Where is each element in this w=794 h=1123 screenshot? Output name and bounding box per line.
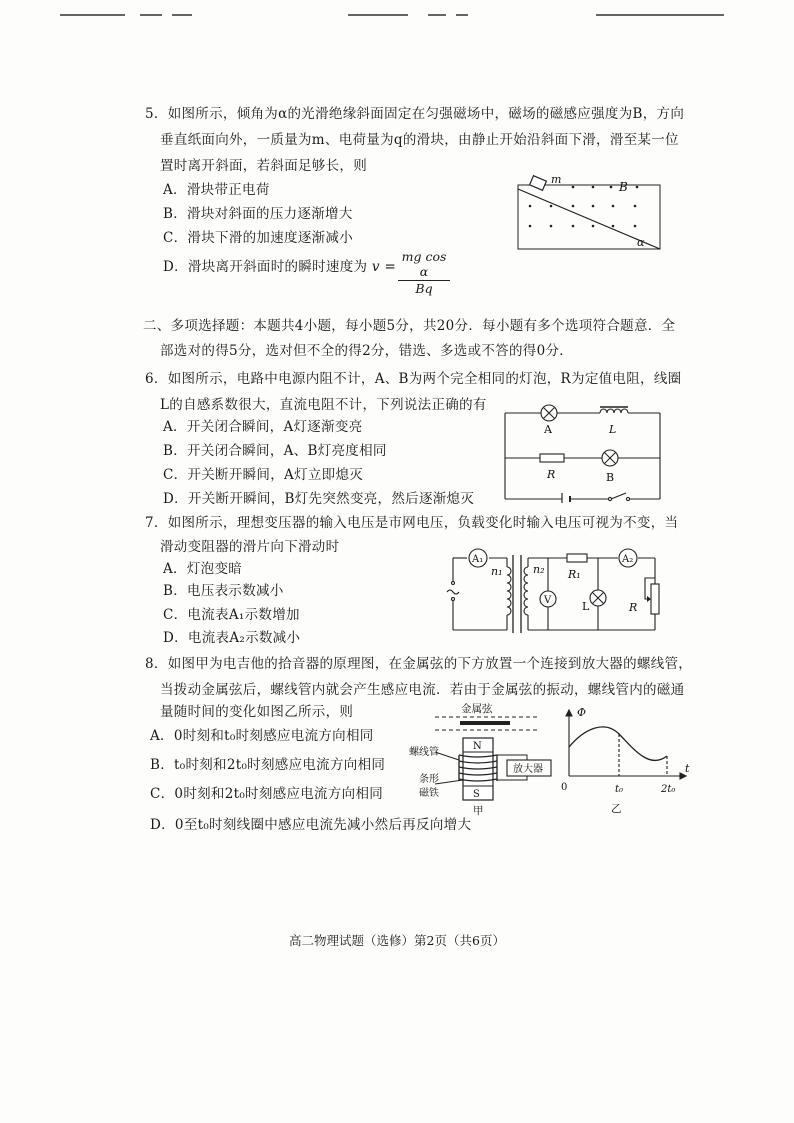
rheostat-r [645, 578, 659, 614]
q5-option-b: B．滑块对斜面的压力逐渐增大 [163, 206, 353, 222]
scan-mark [456, 14, 468, 16]
ammeter-a2 [619, 549, 637, 567]
label-L: L [582, 600, 590, 613]
label-metal-string: 金属弦 [461, 703, 493, 715]
q8-stem-line3: 量随时间的变化如图乙所示，则 [160, 704, 354, 720]
scan-mark [428, 14, 446, 16]
slider-block [530, 176, 547, 191]
q6-option-a: A．开关闭合瞬间，A灯逐渐变亮 [163, 419, 363, 435]
label-origin: 0 [561, 782, 568, 793]
label-t-axis: t [685, 762, 690, 775]
fraction-denominator: Bq [415, 281, 433, 296]
q8-flux-graph [555, 700, 695, 818]
scan-mark [596, 14, 724, 16]
label-R: R [547, 468, 556, 481]
lamp-b [602, 450, 618, 466]
battery [562, 493, 570, 503]
q6-stem-line1: 6．如图所示，电路中电源内阻不计，A、B为两个完全相同的灯泡，R为定值电阻，线圈 [145, 371, 682, 387]
q7-transformer-figure [443, 545, 665, 635]
q6-circuit-figure [500, 403, 666, 503]
switch [608, 493, 629, 501]
lamp-l [590, 590, 606, 606]
label-V: V [544, 595, 552, 606]
label-R1: R₁ [568, 568, 581, 581]
label-t0: t₀ [615, 784, 624, 795]
q5-option-d [163, 258, 396, 276]
label-A2: A₂ [622, 554, 634, 565]
scan-mark [172, 14, 192, 16]
q5-stem-line1: 5．如图所示，倾角为α的光滑绝缘斜面固定在匀强磁场中，磁场的磁感应强度为B，方向 [145, 106, 685, 122]
scan-mark [348, 14, 408, 16]
q6-option-c: C．开关断开瞬间，A灯立即熄灭 [163, 467, 364, 483]
label-2t0: 2t₀ [661, 784, 676, 795]
label-magnet-line1: 条形 [419, 774, 439, 785]
voltmeter [540, 591, 556, 607]
ammeter-a1 [469, 549, 487, 567]
q8-option-c: C．0时刻和2t₀时刻感应电流方向相同 [150, 786, 384, 802]
q7-stem-line2: 滑动变阻器的滑片向下滑动时 [160, 539, 340, 555]
section2-heading-line2: 部选对的得5分，选对但不全的得2分，错选、多选或不答的得0分． [160, 343, 574, 359]
scan-mark [60, 14, 125, 16]
label-n2: n₂ [533, 563, 545, 576]
q7-option-a: A．灯泡变暗 [163, 561, 243, 577]
q8-stem-line2: 当拨动金属弦后，螺线管内就会产生感应电流．若由于金属弦的振动，螺线管内的磁通 [160, 682, 685, 698]
label-n1: n₁ [491, 565, 503, 578]
label-coil: 螺线管 [409, 747, 439, 758]
label-B: B [606, 471, 615, 484]
fraction-numerator: mg cos α [398, 249, 450, 281]
q5-velocity-fraction [398, 249, 450, 296]
q5-option-a: A．滑块带正电荷 [163, 182, 270, 198]
label-jia: 甲 [473, 805, 484, 817]
q5-option-c: C．滑块下滑的加速度逐渐减小 [163, 230, 354, 246]
q8-stem-line1: 8．如图甲为电吉他的拾音器的原理图，在金属弦的下方放置一个连接到放大器的螺线管， [145, 656, 693, 672]
flux-curve [569, 727, 667, 761]
label-S: S [473, 789, 480, 800]
scan-mark [140, 14, 162, 16]
q6-option-d: D．开关断开瞬间，B灯先突然变亮，然后逐渐熄灭 [163, 491, 475, 507]
label-magnet-line2: 磁铁 [419, 788, 439, 799]
q5-stem-line3: 置时离开斜面，若斜面足够长，则 [160, 158, 367, 174]
section2-heading-line1: 二、多项选择题：本题共4小题，每小题5分，共20分．每小题有多个选项符合题意．全 [143, 318, 676, 334]
q8-pickup-figure [405, 700, 560, 818]
label-B: B [619, 180, 628, 194]
label-phi: Φ [577, 706, 587, 719]
q6-stem-line2: L的自感系数很大，直流电阻不计，下列说法正确的有 [160, 397, 487, 413]
resistor-r1 [567, 554, 587, 562]
ac-source [447, 582, 459, 601]
inductor-coil [600, 407, 628, 413]
q7-option-c: C．电流表A₁示数增加 [163, 607, 300, 623]
label-yi: 乙 [611, 803, 622, 815]
label-m: m [551, 173, 562, 186]
lamp-a [541, 405, 557, 421]
secondary-coil [524, 567, 528, 615]
primary-coil [507, 567, 511, 615]
q5-option-d-prefix: D．滑块离开斜面时的瞬时速度为 [163, 259, 368, 275]
label-A1: A₁ [472, 554, 484, 565]
q8-option-a: A．0时刻和t₀时刻感应电流方向相同 [150, 728, 374, 744]
q7-option-d: D．电流表A₂示数减小 [163, 630, 301, 646]
q6-option-b: B．开关闭合瞬间，A、B灯亮度相同 [163, 443, 387, 459]
q5-stem-line2: 垂直纸面向外，一质量为m、电荷量为q的滑块，由静止开始沿斜面下滑，滑至某一位 [160, 132, 679, 148]
metal-string [460, 721, 510, 725]
label-L: L [609, 423, 617, 436]
label-amplifier: 放大器 [513, 764, 543, 775]
q7-stem-line1: 7．如图所示，理想变压器的输入电压是市网电压，负载变化时输入电压可视为不变，当 [145, 515, 679, 531]
resistor-r [540, 454, 564, 462]
q8-option-d: D．0至t₀时刻线圈中感应电流先减小然后再反向增大 [150, 817, 472, 833]
q7-option-b: B．电压表示数减小 [163, 583, 284, 599]
label-R: R [629, 601, 638, 614]
label-N: N [473, 741, 482, 752]
q5-incline-figure [515, 172, 663, 252]
label-A: A [544, 423, 552, 436]
q5-option-d-var: v = [371, 259, 397, 275]
page-footer: 高二物理试题（选修）第2页（共6页） [289, 933, 505, 948]
q8-option-b: B．t₀时刻和2t₀时刻感应电流方向相同 [150, 757, 386, 773]
label-alpha: α [637, 236, 645, 249]
